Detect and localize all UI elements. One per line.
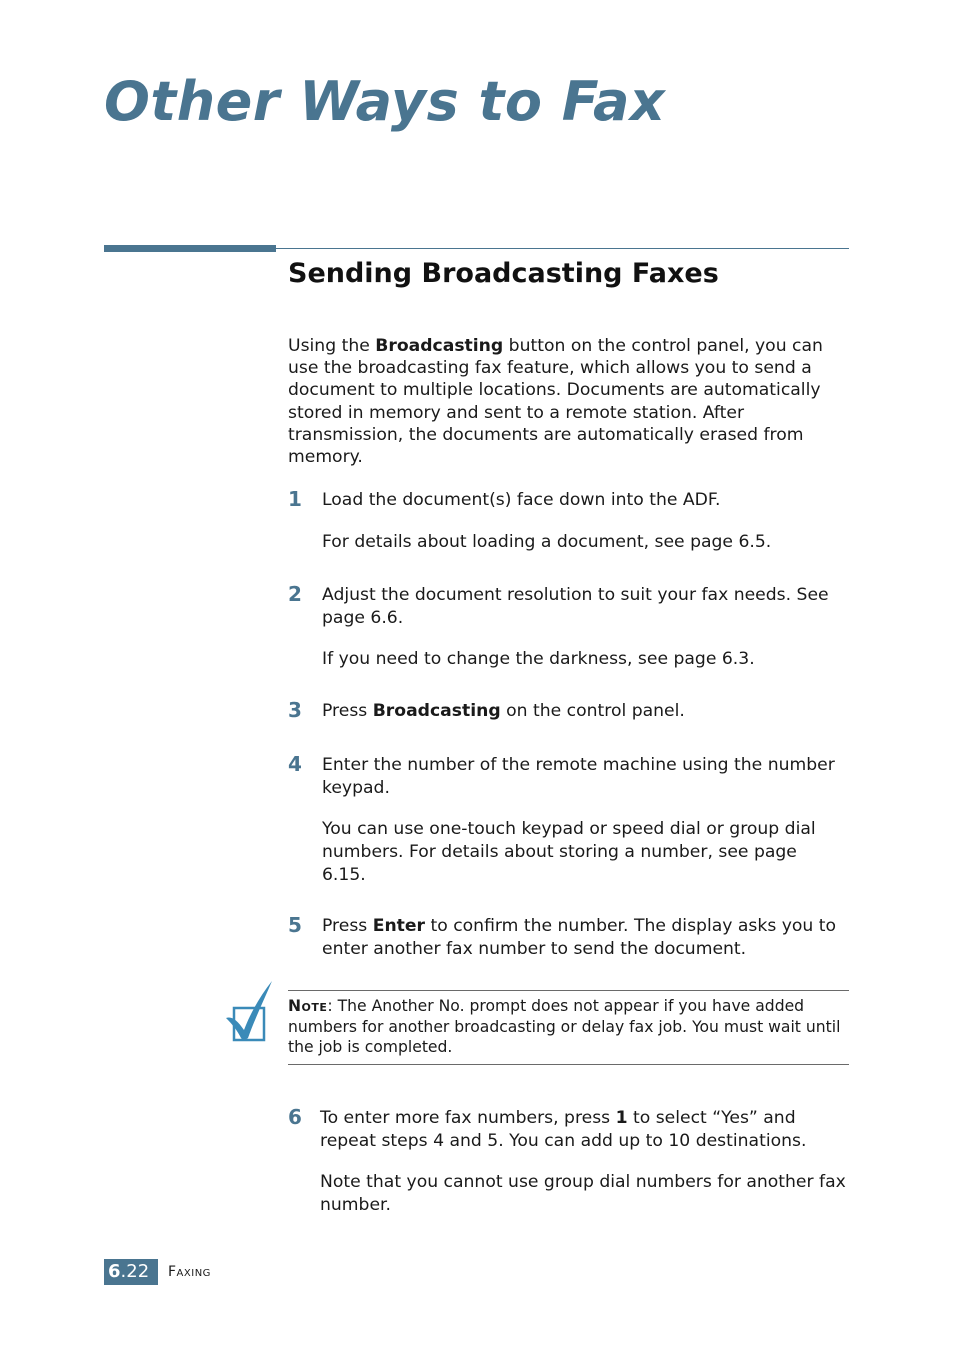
step-4-number: 4 <box>288 752 302 776</box>
step-1-text: Load the document(s) face down into the ADF. <box>322 490 721 510</box>
checkmark-note-icon <box>222 978 276 1044</box>
step-5-bold-enter: Enter <box>372 916 426 936</box>
footer-page-number: .22 <box>120 1261 150 1282</box>
step-5-number: 5 <box>288 913 302 937</box>
section-rule-thick <box>104 245 276 252</box>
step-5-text-post: to confirm the number. The display asks you to enter another fax number to send the document. <box>322 916 837 959</box>
step-4-text: Enter the number of the remote machine using the number keypad. <box>322 755 835 798</box>
step-6-subtext: Note that you cannot use group dial numbers for another fax number. <box>320 1172 846 1215</box>
step-1-subtext: For details about loading a document, see page 6.5. <box>322 532 772 552</box>
note-body: : The Another No. prompt does not appear if you have added numbers for another broadcasting or delay fax job. You must wait until the job is completed. <box>288 997 841 1056</box>
step-3-number: 3 <box>288 698 302 722</box>
step-5-text-pre: Press <box>322 916 373 936</box>
step-3-text-post: on the control panel. <box>500 701 685 721</box>
chapter-title: Other Ways to Fax <box>104 70 666 133</box>
step-3-text <box>322 700 850 723</box>
step-3-bold-broadcasting: Broadcasting <box>372 701 501 721</box>
step-6-text-pre: To enter more fax numbers, press <box>320 1108 616 1128</box>
section-title: Sending Broadcasting Faxes <box>288 258 719 289</box>
intro-bold-broadcasting: Broadcasting <box>375 336 504 356</box>
footer-chapter-number: 6 <box>108 1261 121 1282</box>
step-5-text <box>322 915 850 961</box>
page-number-badge <box>104 1259 158 1285</box>
footer-chapter-name: Faxing <box>168 1264 211 1280</box>
step-1-number: 1 <box>288 487 302 511</box>
note-label: Note <box>288 997 328 1015</box>
step-6-number: 6 <box>288 1105 302 1129</box>
step-6-bold-1: 1 <box>615 1108 628 1128</box>
step-4-subtext: You can use one-touch keypad or speed dial or group dial numbers. For details about storing a number, see page 6.15. <box>322 819 816 885</box>
intro-paragraph <box>288 335 850 468</box>
step-2-text: Adjust the document resolution to suit your fax needs. See page 6.6. <box>322 585 829 628</box>
intro-text-part2: button on the control panel, you can use the broadcasting fax feature, which allows you to send a document to multiple locations. Documents are automatically stored in memory and sent to a remote station. After transmission, the documents are automatically erased from memory. <box>288 336 823 468</box>
step-2-number: 2 <box>288 582 302 606</box>
step-3-text-pre: Press <box>322 701 373 721</box>
section-rule-thin <box>276 248 849 249</box>
note-text <box>288 996 849 1058</box>
intro-text-part1: Using the <box>288 336 376 356</box>
note-box <box>288 990 849 1065</box>
step-2-subtext: If you need to change the darkness, see page 6.3. <box>322 649 755 669</box>
step-6-text-post: to select “Yes” and repeat steps 4 and 5. You can add up to 10 destinations. <box>320 1108 807 1151</box>
step-6-text <box>320 1107 848 1153</box>
